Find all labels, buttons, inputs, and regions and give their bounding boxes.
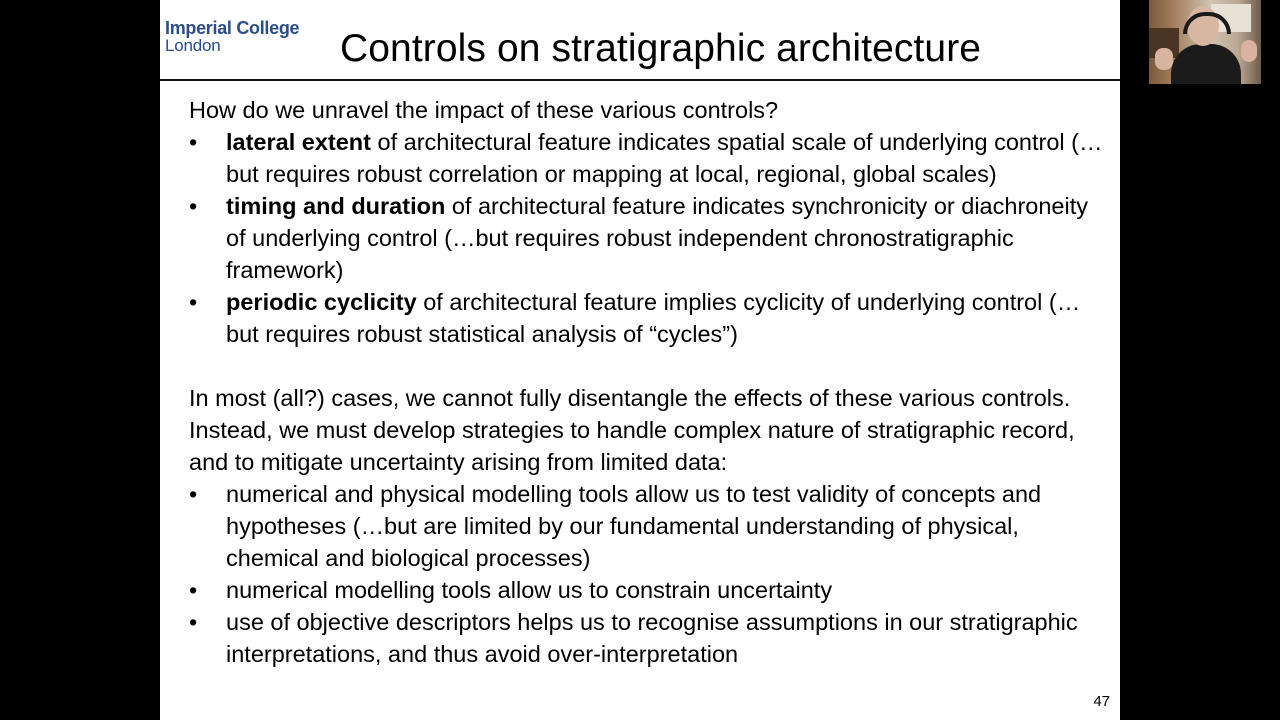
bullet-text: of architectural feature indicates synchronicity or diachroneity of underlying control (…but requires robust independent chronostratigraphic framework) [226,193,1088,283]
slide-content [189,94,1109,670]
bullet-item [189,606,1109,670]
strategies-bullet-list [189,478,1109,670]
slide-title: Controls on stratigraphic architecture [340,27,982,70]
bullet-icon: • [189,289,198,315]
intro-question: How do we unravel the impact of these various controls? [189,97,779,123]
bullet-bold-term: timing and duration [226,193,446,219]
bullet-bold-term: lateral extent [226,129,371,155]
presentation-slide [160,0,1120,720]
logo-line-2: London [165,36,221,55]
bullet-icon: • [189,481,198,507]
controls-bullet-list [189,126,1109,350]
bullet-icon: • [189,577,198,603]
title-divider [160,79,1120,81]
bullet-icon: • [189,609,198,635]
bullet-item [189,190,1109,286]
paragraph-spacer [189,350,1109,382]
strategies-paragraph: In most (all?) cases, we cannot fully disentangle the effects of these various controls. Instead, we must develop strategies to handle complex nature of stratigraphic record, and to mitigate uncertainty arising from limited data: [189,385,1082,475]
webcam-video-thumbnail[interactable] [1149,0,1261,84]
bullet-icon: • [189,193,198,219]
presenter-hand [1155,48,1173,70]
bullet-text: of architectural feature implies cyclicity of underlying control (…but requires robust statistical analysis of “cycles”) [226,289,1081,347]
presenter-hand [1241,40,1257,62]
bullet-item [189,126,1109,190]
bullet-icon: • [189,129,198,155]
bullet-text: use of objective descriptors helps us to recognise assumptions in our stratigraphic interpretations, and thus avoid over-interpretation [226,609,1078,667]
bullet-text: numerical and physical modelling tools allow us to test validity of concepts and hypotheses (…but are limited by our fundamental understanding of physical, chemical and biological processes) [226,481,1042,571]
bullet-item [189,478,1109,574]
slide-page-number: 47 [1093,693,1110,710]
imperial-college-logo [165,20,299,54]
logo-line-1: Imperial College [165,18,300,38]
bullet-item [189,574,1109,606]
bullet-bold-term: periodic cyclicity [226,289,417,315]
bullet-text: numerical modelling tools allow us to constrain uncertainty [226,577,833,603]
bullet-text: of architectural feature indicates spatial scale of underlying control (…but requires robust correlation or mapping at local, regional, global scales) [226,129,1103,187]
bullet-item [189,286,1109,350]
